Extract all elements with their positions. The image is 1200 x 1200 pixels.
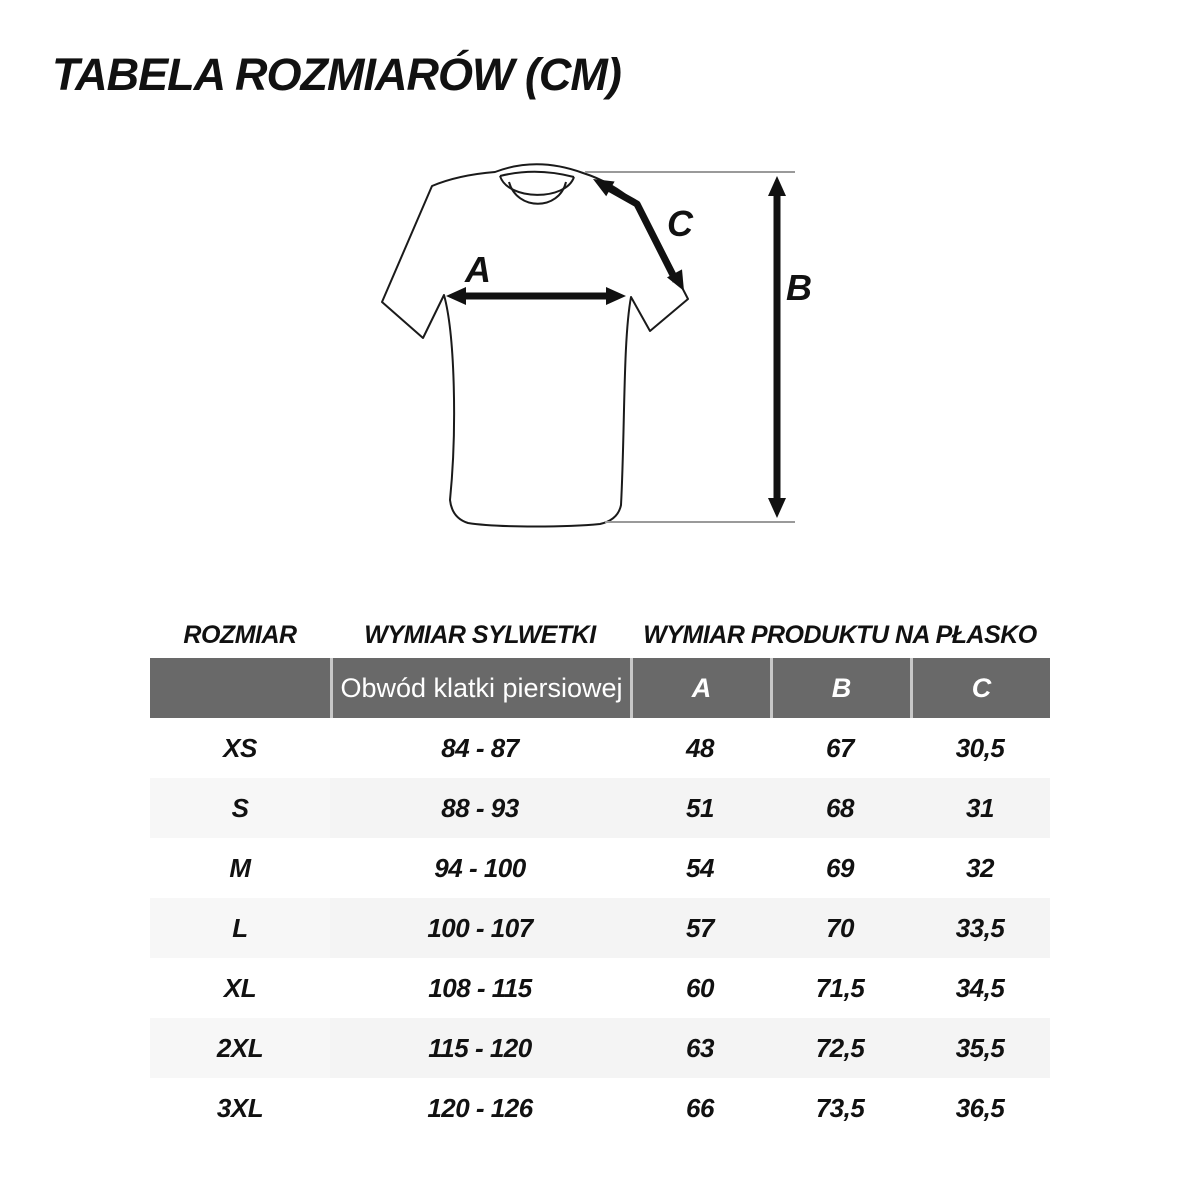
cell-size: 3XL (216, 1092, 264, 1123)
cell-chest: 115 - 120 (428, 1032, 532, 1063)
cell-size: XS (223, 732, 257, 763)
header-cell-b: B (770, 658, 910, 718)
cell-b: 71,5 (815, 972, 865, 1003)
header-cell-a: A (630, 658, 770, 718)
dim-label-a: A (465, 249, 491, 290)
cell-size: L (150, 898, 330, 958)
cell-a: 57 (686, 912, 714, 943)
table-row-l (150, 898, 1050, 958)
cell-c: 34,5 (955, 972, 1005, 1003)
group-header-flat-measure: WYMIAR PRODUKTU NA PŁASKO (643, 620, 1037, 649)
cell-chest: 88 - 93 (441, 792, 519, 823)
header-cell-size (150, 658, 330, 718)
cell-size: XL (223, 972, 257, 1003)
measure-b-arrow (768, 176, 786, 518)
cell-chest: 94 - 100 (434, 852, 526, 883)
cell-c: 31 (966, 792, 994, 823)
header-cell-c: C (910, 658, 1050, 718)
cell-a: 48 (686, 732, 714, 763)
table-row-xs (150, 718, 1050, 778)
cell-b: 67 (826, 732, 854, 763)
cell-b: 68 (826, 792, 854, 823)
cell-b: 73,5 (815, 1092, 865, 1123)
table-header-row (150, 658, 1050, 718)
table-group-header-row (150, 612, 1050, 658)
cell-size: 2XL (150, 1018, 330, 1078)
page-title: TABELA ROZMIARÓW (CM) (52, 49, 621, 100)
cell-chest: 100 - 107 (427, 912, 533, 943)
cell-a: 54 (686, 852, 714, 883)
header-cell-chest: Obwód klatki piersiowej (330, 658, 630, 718)
cell-size: S (150, 778, 330, 838)
cell-chest: 108 - 115 (428, 972, 532, 1003)
dim-label-b: B (786, 267, 812, 308)
table-row-s (150, 778, 1050, 838)
table-rows (150, 718, 1050, 1138)
cell-b: 69 (826, 852, 854, 883)
dim-label-c: C (667, 203, 693, 244)
cell-c: 32 (966, 852, 994, 883)
cell-c: 35,5 (955, 1032, 1005, 1063)
cell-size: M (229, 852, 251, 883)
cell-chest: 84 - 87 (441, 732, 519, 763)
table-row-2xl (150, 1018, 1050, 1078)
cell-a: 66 (686, 1092, 714, 1123)
table-row-m (150, 838, 1050, 898)
table-row-xl (150, 958, 1050, 1018)
cell-a: 63 (686, 1032, 714, 1063)
tshirt-measurement-diagram (360, 140, 820, 555)
group-header-body-measure: WYMIAR SYLWETKI (364, 620, 596, 649)
cell-a: 51 (686, 792, 714, 823)
cell-b: 72,5 (815, 1032, 865, 1063)
group-header-size: ROZMIAR (183, 620, 297, 649)
cell-a: 60 (686, 972, 714, 1003)
cell-c: 30,5 (955, 732, 1005, 763)
cell-b: 70 (826, 912, 854, 943)
cell-c: 33,5 (955, 912, 1005, 943)
cell-chest: 120 - 126 (427, 1092, 533, 1123)
table-row-3xl (150, 1078, 1050, 1138)
cell-c: 36,5 (955, 1092, 1005, 1123)
size-table (150, 612, 1050, 1138)
